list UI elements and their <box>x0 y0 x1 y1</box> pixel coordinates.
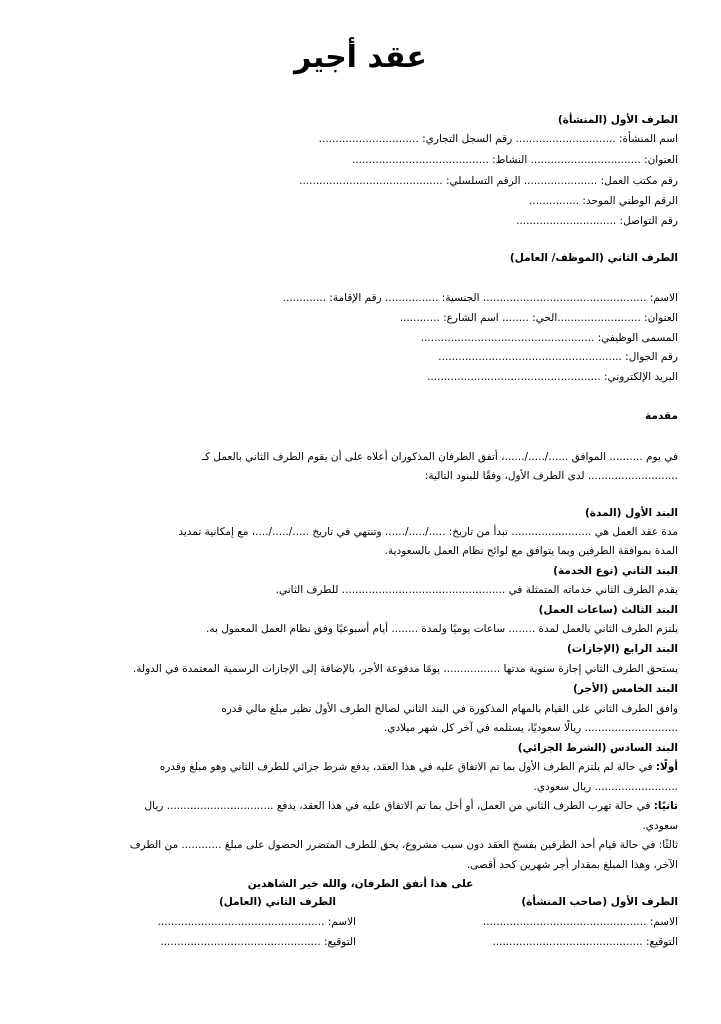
party1-line: رقم مكتب العمل: ...................... الرقم التسلسلي: ........................................... <box>299 175 678 187</box>
signature-party1-heading: الطرف الأول (صاحب المنشأة) <box>521 896 678 908</box>
clause5-text: ............................ ريالًا سعوديًا، يستلمه في آخر كل شهر ميلادي. <box>383 722 678 734</box>
clause3-text: يلتزم الطرف الثاني بالعمل لمدة ........ ساعات يوميًا ولمدة ........ أيام أسبوعيًا وفق نظام العمل المعمول به. <box>206 623 678 635</box>
clause6-item1-text: في حالة لم يلتزم الطرف الأول بما تم الاتفاق عليه في هذا العقد، يدفع شرط جزائي للطرف الثاني وهو مبلغ وقدره <box>159 761 656 773</box>
clause5-text: وافق الطرف الثاني على القيام بالمهام المذكورة في البند الثاني لصالح الطرف الأول نظير مبلغ مالي قدره <box>221 703 678 715</box>
intro-line: ........................... لدى الطرف الأول، وفقًا للبنود التالية: <box>424 470 678 482</box>
signature-party2-heading: الطرف الثاني (العامل) <box>218 896 336 908</box>
party1-line: الرقم الوطني الموحد: ............... <box>529 195 678 207</box>
clause6-item1-label: أولًا: <box>655 761 678 773</box>
clause5-heading: البند الخامس (الأجر) <box>573 683 678 695</box>
signature-party2-name: الاسم: .................................................. <box>157 916 356 928</box>
clause6-item3: ثالثًا: في حالة قيام أحد الطرفين بفسخ العقد دون سبب مشروع، يحق للطرف المتضرر الحصول على مبلغ ............ من الطرف <box>129 839 678 851</box>
clause6-item3-cont: الآخر، وهذا المبلغ بمقدار أجر شهرين كحد أقصى. <box>466 859 678 871</box>
party1-heading: الطرف الأول (المنشأة) <box>557 114 678 126</box>
signature-party2-sign: التوقيع: ................................................ <box>160 936 356 948</box>
clause1-text: مدة عقد العمل هي ........................ تبدأ من تاريخ: ...../...../...... وتنتهي في تاريخ ...../...../....، مع إمكانية تمديد <box>178 526 678 538</box>
party2-line: رقم الجوال: ....................................................... <box>438 351 678 363</box>
clause6-item2 <box>145 798 678 814</box>
document-title: عقد أجير <box>294 40 427 75</box>
clause1-heading: البند الأول (المدة) <box>585 507 678 519</box>
party1-line: رقم التواصل: .............................. <box>516 215 678 227</box>
clause2-heading: البند الثاني (نوع الخدمة) <box>553 565 678 577</box>
clause6-item2-label: ثانيًا: <box>653 800 678 812</box>
party2-line: البريد الإلكتروني: .................................................... <box>427 371 678 383</box>
party1-line: اسم المنشأة: .............................. رقم السجل التجاري: .............................. <box>318 133 678 145</box>
closing-statement: على هذا أتفق الطرفان، والله خير الشاهدين <box>247 878 474 890</box>
signature-party1-sign: التوقيع: ............................................. <box>492 936 678 948</box>
clause6-heading: البند السادس (الشرط الجزائي) <box>517 742 678 754</box>
clause4-heading: البند الرابع (الإجازات) <box>567 643 678 655</box>
clause6-item2-cont: سعودي. <box>642 820 678 832</box>
party2-heading: الطرف الثاني (الموظف/ العامل) <box>509 252 678 264</box>
signature-party1-name: الاسم: ................................................. <box>482 916 678 928</box>
clause6-item1 <box>160 759 678 775</box>
clause3-heading: البند الثالث (ساعات العمل) <box>538 604 678 616</box>
intro-line: في يوم .......... الموافق ....../...../......، أتفق الطرفان المذكوران أعلاه على أن يقوم الطرف الثاني بالعمل كـ <box>201 451 678 463</box>
clause4-text: يستحق الطرف الثاني إجازة سنوية مدتها ................. يومًا مدفوعة الأجر، بالإضافة إلى الإجازات الرسمية المعتمدة في الدولة. <box>132 663 678 675</box>
party1-line: العنوان: ................................. النشاط: ......................................... <box>351 154 678 166</box>
intro-heading: مقدمة <box>645 410 678 422</box>
party2-line: العنوان: .........................الحي: ........ اسم الشارع: ............ <box>399 312 678 324</box>
clause6-item2-text: في حالة تهرب الطرف الثاني من العمل، أو أخل بما تم الاتفاق عليه في هذا العقد، يدفع ................................ ريال <box>144 800 654 812</box>
party2-line: الاسم: ................................................. الجنسية: ................ رقم الإقامة: ............. <box>282 292 678 304</box>
clause2-text: يقدم الطرف الثاني خدماته المتمثلة في ................................................. للطرف الثاني. <box>275 584 678 596</box>
clause6-item1-cont: ......................... ريال سعودي. <box>533 781 678 793</box>
clause1-text: المدة بموافقة الطرفين وبما يتوافق مع لوائح نظام العمل بالسعودية. <box>384 545 678 557</box>
party2-line: المسمى الوظيفي: .................................................... <box>420 332 678 344</box>
